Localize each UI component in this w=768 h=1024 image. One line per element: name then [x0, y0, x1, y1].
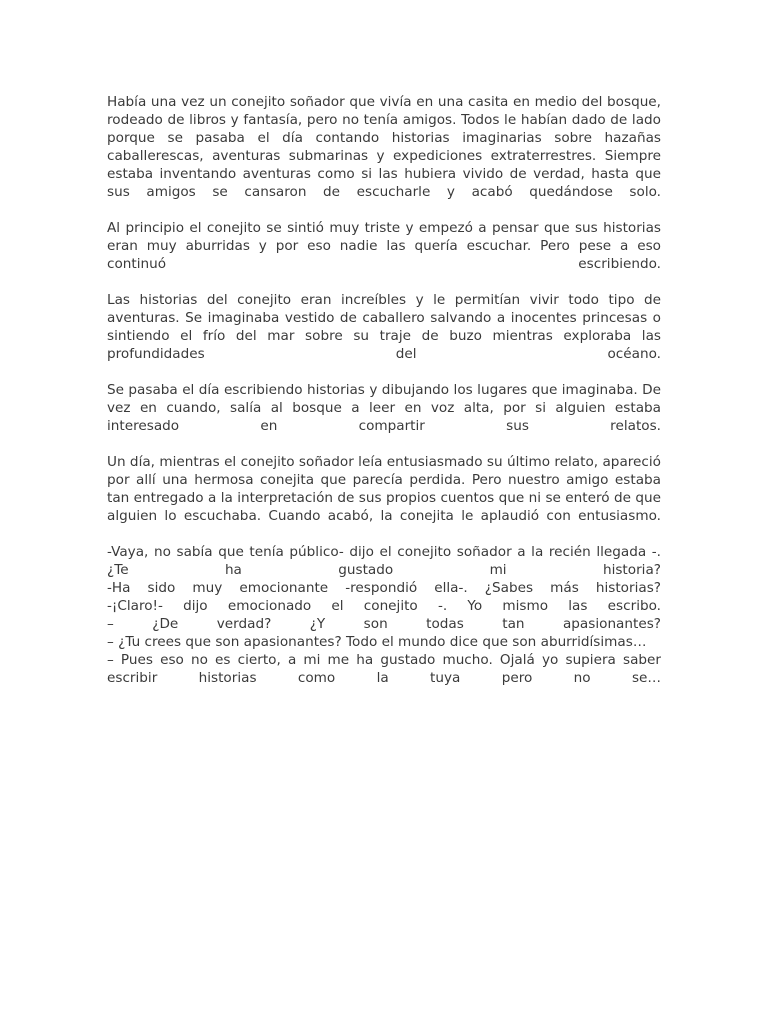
paragraph-5: Un día, mientras el conejito soñador leía entusiasmado su último relato, apareció por allí una hermosa conejita que parecía perdida. Pero nuestro amigo estaba tan entregado a la interpretación de sus propios cuentos que ni se enteró de que alguien lo escuchaba. Cuando acabó, la conejita le aplaudió con entusiasmo. [107, 454, 661, 524]
dialogue-line-4: – ¿De verdad? ¿Y son todas tan apasionantes? [107, 616, 661, 632]
dialogue-line-2: -Ha sido muy emocionante -respondió ella-. ¿Sabes más historias? [107, 580, 661, 596]
paragraph-1: Había una vez un conejito soñador que vivía en una casita en medio del bosque, rodeado de libros y fantasía, pero no tenía amigos. Todos le habían dado de lado porque se pasaba el día contando historias imaginarias sobre hazañas caballerescas, aventuras submarinas y expediciones extraterrestres. Siempre estaba inventando aventuras como si las hubiera vivido de verdad, hasta que sus amigos se cansaron de escucharle y acabó quedándose solo. [107, 94, 661, 200]
paragraph-3: Las historias del conejito eran increíbles y le permitían vivir todo tipo de aventuras. Se imaginaba vestido de caballero salvando a inocentes princesas o sintiendo el frío del mar sobre su traje de buzo mientras exploraba las profundidades del océano. [107, 292, 661, 362]
dialogue-line-1: -Vaya, no sabía que tenía público- dijo el conejito soñador a la recién llegada -. ¿Te ha gustado mi historia? [107, 544, 661, 578]
dialogue-block [107, 543, 661, 687]
paragraph-2: Al principio el conejito se sintió muy triste y empezó a pensar que sus historias eran muy aburridas y por eso nadie las quería escuchar. Pero pese a eso continuó escribiendo. [107, 220, 661, 272]
paragraph-4: Se pasaba el día escribiendo historias y dibujando los lugares que imaginaba. De vez en cuando, salía al bosque a leer en voz alta, por si alguien estaba interesado en compartir sus relatos. [107, 382, 661, 434]
document-page [107, 93, 661, 687]
dialogue-line-6: – Pues eso no es cierto, a mi me ha gustado mucho. Ojalá yo supiera saber escribir historias como la tuya pero no se… [107, 652, 661, 686]
dialogue-line-3: -¡Claro!- dijo emocionado el conejito -. Yo mismo las escribo. [107, 598, 661, 614]
dialogue-line-5: – ¿Tu crees que son apasionantes? Todo el mundo dice que son aburridísimas… [107, 634, 647, 650]
